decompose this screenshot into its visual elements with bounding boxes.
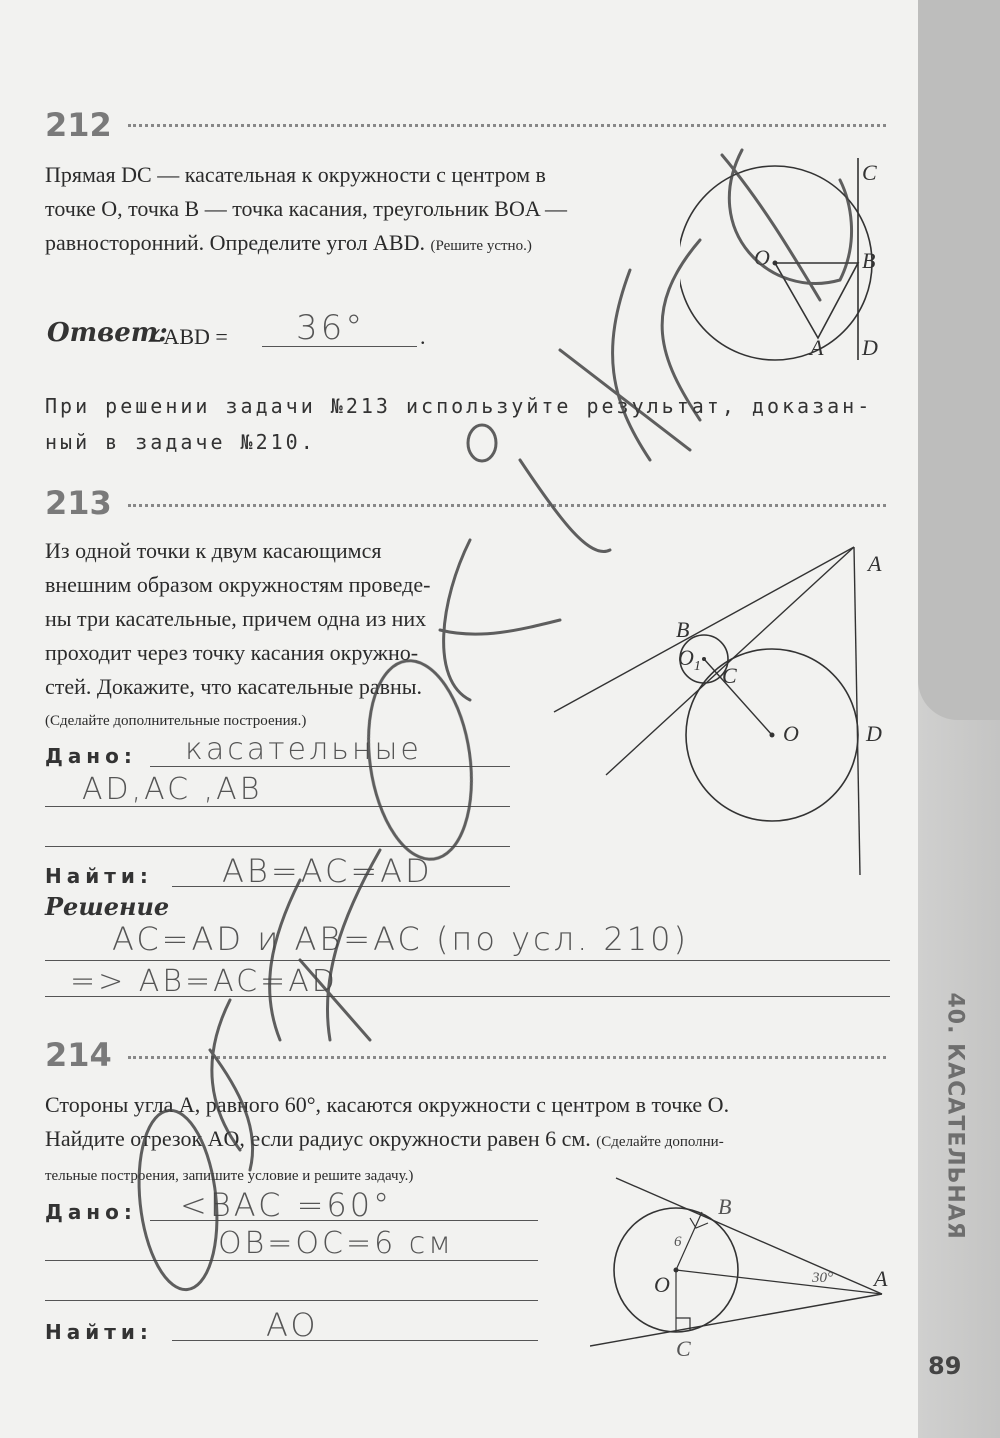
scribble-ellipse-1	[357, 654, 484, 866]
task-212-note: (Решите устно.)	[430, 238, 532, 254]
label-a: A	[810, 335, 824, 360]
task-213-note: (Сделайте дополнительные построения.)	[45, 713, 307, 729]
task-213-line3: ны три касательные, причем одна из них	[45, 606, 427, 631]
label-a-214: A	[874, 1266, 888, 1291]
scribble-2	[729, 150, 851, 283]
scribble-10	[270, 880, 300, 1040]
label-o1-subscript: 1	[693, 659, 701, 674]
label-b-213: B	[676, 617, 690, 642]
label-o-214: O	[654, 1272, 670, 1297]
scribble-3	[662, 240, 700, 420]
task-213-line5: стей. Докажите, что касательные равны.	[45, 674, 423, 699]
page-number: 89	[928, 1352, 962, 1380]
scribble-13	[210, 1050, 253, 1170]
answer-period: .	[420, 324, 426, 349]
label-c: C	[862, 160, 877, 185]
scribble-7	[444, 540, 470, 700]
task-212-line3-text: равносторонний. Определите угол ABD.	[45, 230, 425, 255]
handwritten-find-213: AB=AC=AD	[222, 852, 433, 890]
task-213-line2: внешним образом окружностям проведе-	[45, 572, 431, 597]
given-label-213: Дано:	[45, 744, 137, 768]
task-214-line2b: (Сделайте дополни-	[596, 1134, 724, 1150]
label-d: D	[862, 335, 878, 360]
find-label-213: Найти:	[45, 864, 153, 888]
handwritten-given-213-2: AD,AC ,AB	[82, 772, 263, 807]
answer-label: Ответ:	[47, 318, 168, 348]
label-c-213: C	[722, 663, 737, 688]
hint-line2: ный в задаче №210.	[45, 430, 316, 454]
task-212-line1: Прямая DC — касательная к окружности с центром в	[45, 162, 546, 187]
answer-expression: ∠ABD =	[145, 324, 228, 349]
task-214-line2a: Найдите отрезок AO, если радиус окружности равен 6 см.	[45, 1126, 591, 1151]
handwritten-given-213-1: касательные	[185, 732, 422, 767]
task-214-line3: тельные построения, запишите условие и решите задачу.)	[45, 1168, 414, 1184]
scribble-6	[520, 460, 610, 552]
label-six: 6	[674, 1234, 682, 1250]
task-213-line1: Из одной точки к двум касающимся	[45, 538, 382, 563]
task-212-line2: точке O, точка B — точка касания, треугольник BOA —	[45, 196, 568, 221]
handwritten-given-214-1: <BAC =60°	[180, 1186, 393, 1224]
label-o1-main: O	[678, 645, 694, 670]
task-214-number: 214	[45, 1036, 112, 1074]
hint-line1: При решении задачи №213 используйте результат, доказан-	[45, 394, 873, 418]
scribble-o	[468, 425, 496, 461]
label-d-213: D	[866, 721, 882, 746]
scribble-12	[300, 960, 370, 1040]
label-o-213: O	[783, 721, 799, 746]
scribble-8	[440, 620, 560, 634]
task-212-number: 212	[45, 106, 112, 144]
label-c-214: C	[676, 1336, 691, 1360]
label-o: O	[754, 245, 770, 270]
task-213-number: 213	[45, 484, 112, 522]
label-b-214: B	[718, 1194, 732, 1219]
label-b: B	[862, 248, 876, 273]
find-label-214: Найти:	[45, 1320, 153, 1344]
scribble-ellipse-2	[131, 1107, 225, 1294]
given-label-214: Дано:	[45, 1200, 137, 1224]
handwritten-solution-1: AC=AD и AB=AC (по усл. 210)	[112, 920, 689, 958]
scribble-1	[722, 155, 820, 300]
handwritten-given-214-2: OB=OC=6 см	[218, 1226, 454, 1261]
scribble-9	[327, 850, 380, 1040]
task-213-line4: проходит через точку касания окружно-	[45, 640, 419, 665]
handwritten-solution-2: => AB=AC=AD	[70, 964, 338, 999]
solution-label: Решение	[45, 892, 170, 921]
scribble-4	[613, 270, 650, 460]
label-a-213: A	[868, 551, 882, 576]
handwritten-answer-212: 36°	[296, 308, 366, 348]
label-thirty: 30°	[812, 1270, 833, 1286]
handwritten-find-214: AO	[266, 1306, 319, 1344]
task-214-line1: Стороны угла A, равного 60°, касаются окружности с центром в точке O.	[45, 1092, 730, 1117]
